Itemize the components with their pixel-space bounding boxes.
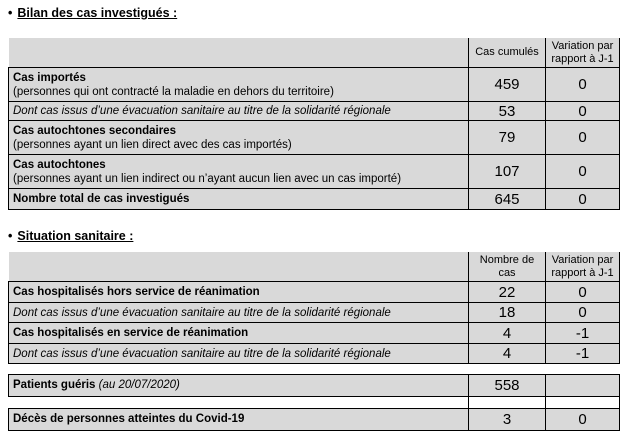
bullet-icon: • xyxy=(8,6,13,20)
variation-cell: 0 xyxy=(546,121,620,155)
value-cell: 4 xyxy=(469,323,546,344)
variation-cell: 0 xyxy=(546,68,620,102)
header-cas-cumules: Cas cumulés xyxy=(469,38,546,68)
table-bilan xyxy=(8,38,620,210)
row-label xyxy=(9,303,469,323)
row-date-note: (au 20/07/2020) xyxy=(98,379,180,392)
section-title-situation-text: Situation sanitaire : xyxy=(17,229,134,243)
spacer-row xyxy=(9,397,620,409)
variation-cell xyxy=(546,375,620,397)
section-title-bilan xyxy=(8,6,179,20)
value-cell: 4 xyxy=(469,344,546,364)
table-row-deces xyxy=(9,409,620,431)
table-row xyxy=(9,323,620,344)
table-resultats xyxy=(8,374,620,431)
table-row-total xyxy=(9,189,620,210)
table-row xyxy=(9,303,620,323)
variation-cell: 0 xyxy=(546,282,620,303)
table-row xyxy=(9,102,620,121)
spacer-label-cell xyxy=(9,397,469,409)
row-label xyxy=(9,68,469,102)
table-row xyxy=(9,282,620,303)
variation-cell: -1 xyxy=(546,323,620,344)
row-subtitle: (personnes qui ont contracté la maladie en dehors du territoire) xyxy=(13,85,334,98)
value-cell: 107 xyxy=(469,155,546,189)
value-cell: 645 xyxy=(469,189,546,210)
value-cell: 459 xyxy=(469,68,546,102)
table-row-patients-gueris xyxy=(9,375,620,397)
spacer-variation-cell xyxy=(546,397,620,409)
row-label xyxy=(9,189,469,210)
bullet-icon: • xyxy=(8,229,13,243)
variation-cell: -1 xyxy=(546,344,620,364)
table-bilan-header-row xyxy=(9,38,620,68)
variation-cell: 0 xyxy=(546,102,620,121)
row-title: Nombre total de cas investigués xyxy=(13,193,190,206)
table-situation-header-row xyxy=(9,252,620,282)
row-label xyxy=(9,155,469,189)
row-title: Cas importés xyxy=(13,71,86,84)
row-title: Patients guéris xyxy=(13,379,96,392)
section-title-situation xyxy=(8,229,135,243)
header-nombre-de-cas: Nombre de cas xyxy=(469,252,546,282)
table-row xyxy=(9,68,620,102)
row-label xyxy=(9,409,469,431)
header-variation-j1: Variation par rapport à J-1 xyxy=(546,252,620,282)
row-title: Cas autochtones xyxy=(13,158,106,171)
table-row xyxy=(9,121,620,155)
row-title: Décès de personnes atteintes du Covid-19 xyxy=(13,413,245,426)
variation-cell: 0 xyxy=(546,155,620,189)
table-row xyxy=(9,344,620,364)
row-label xyxy=(9,102,469,121)
header-empty-cell xyxy=(9,38,469,68)
row-label xyxy=(9,121,469,155)
row-title: Cas hospitalisés en service de réanimation xyxy=(13,327,249,340)
header-variation-j1: Variation par rapport à J-1 xyxy=(546,38,620,68)
row-subtitle: (personnes ayant un lien direct avec des cas importés) xyxy=(13,138,292,151)
value-cell: 18 xyxy=(469,303,546,323)
row-label xyxy=(9,344,469,364)
value-cell: 53 xyxy=(469,102,546,121)
value-cell: 558 xyxy=(469,375,546,397)
table-row xyxy=(9,155,620,189)
value-cell: 79 xyxy=(469,121,546,155)
variation-cell: 0 xyxy=(546,189,620,210)
spacer-value-cell xyxy=(469,397,546,409)
variation-cell: 0 xyxy=(546,303,620,323)
row-label xyxy=(9,323,469,344)
row-title: Dont cas issus d’une évacuation sanitaire au titre de la solidarité régionale xyxy=(13,306,391,319)
value-cell: 22 xyxy=(469,282,546,303)
value-cell: 3 xyxy=(469,409,546,431)
row-title: Cas autochtones secondaires xyxy=(13,124,176,137)
table-situation xyxy=(8,252,620,364)
section-title-bilan-text: Bilan des cas investigués : xyxy=(17,6,178,20)
row-title: Dont cas issus d’une évacuation sanitaire au titre de la solidarité régionale xyxy=(13,347,391,360)
header-empty-cell xyxy=(9,252,469,282)
row-label xyxy=(9,375,469,397)
variation-cell: 0 xyxy=(546,409,620,431)
row-title: Cas hospitalisés hors service de réanimation xyxy=(13,286,260,299)
row-title: Dont cas issus d’une évacuation sanitaire au titre de la solidarité régionale xyxy=(13,105,391,118)
row-subtitle: (personnes ayant un lien indirect ou n’ayant aucun lien avec un cas importé) xyxy=(13,172,402,185)
row-label xyxy=(9,282,469,303)
